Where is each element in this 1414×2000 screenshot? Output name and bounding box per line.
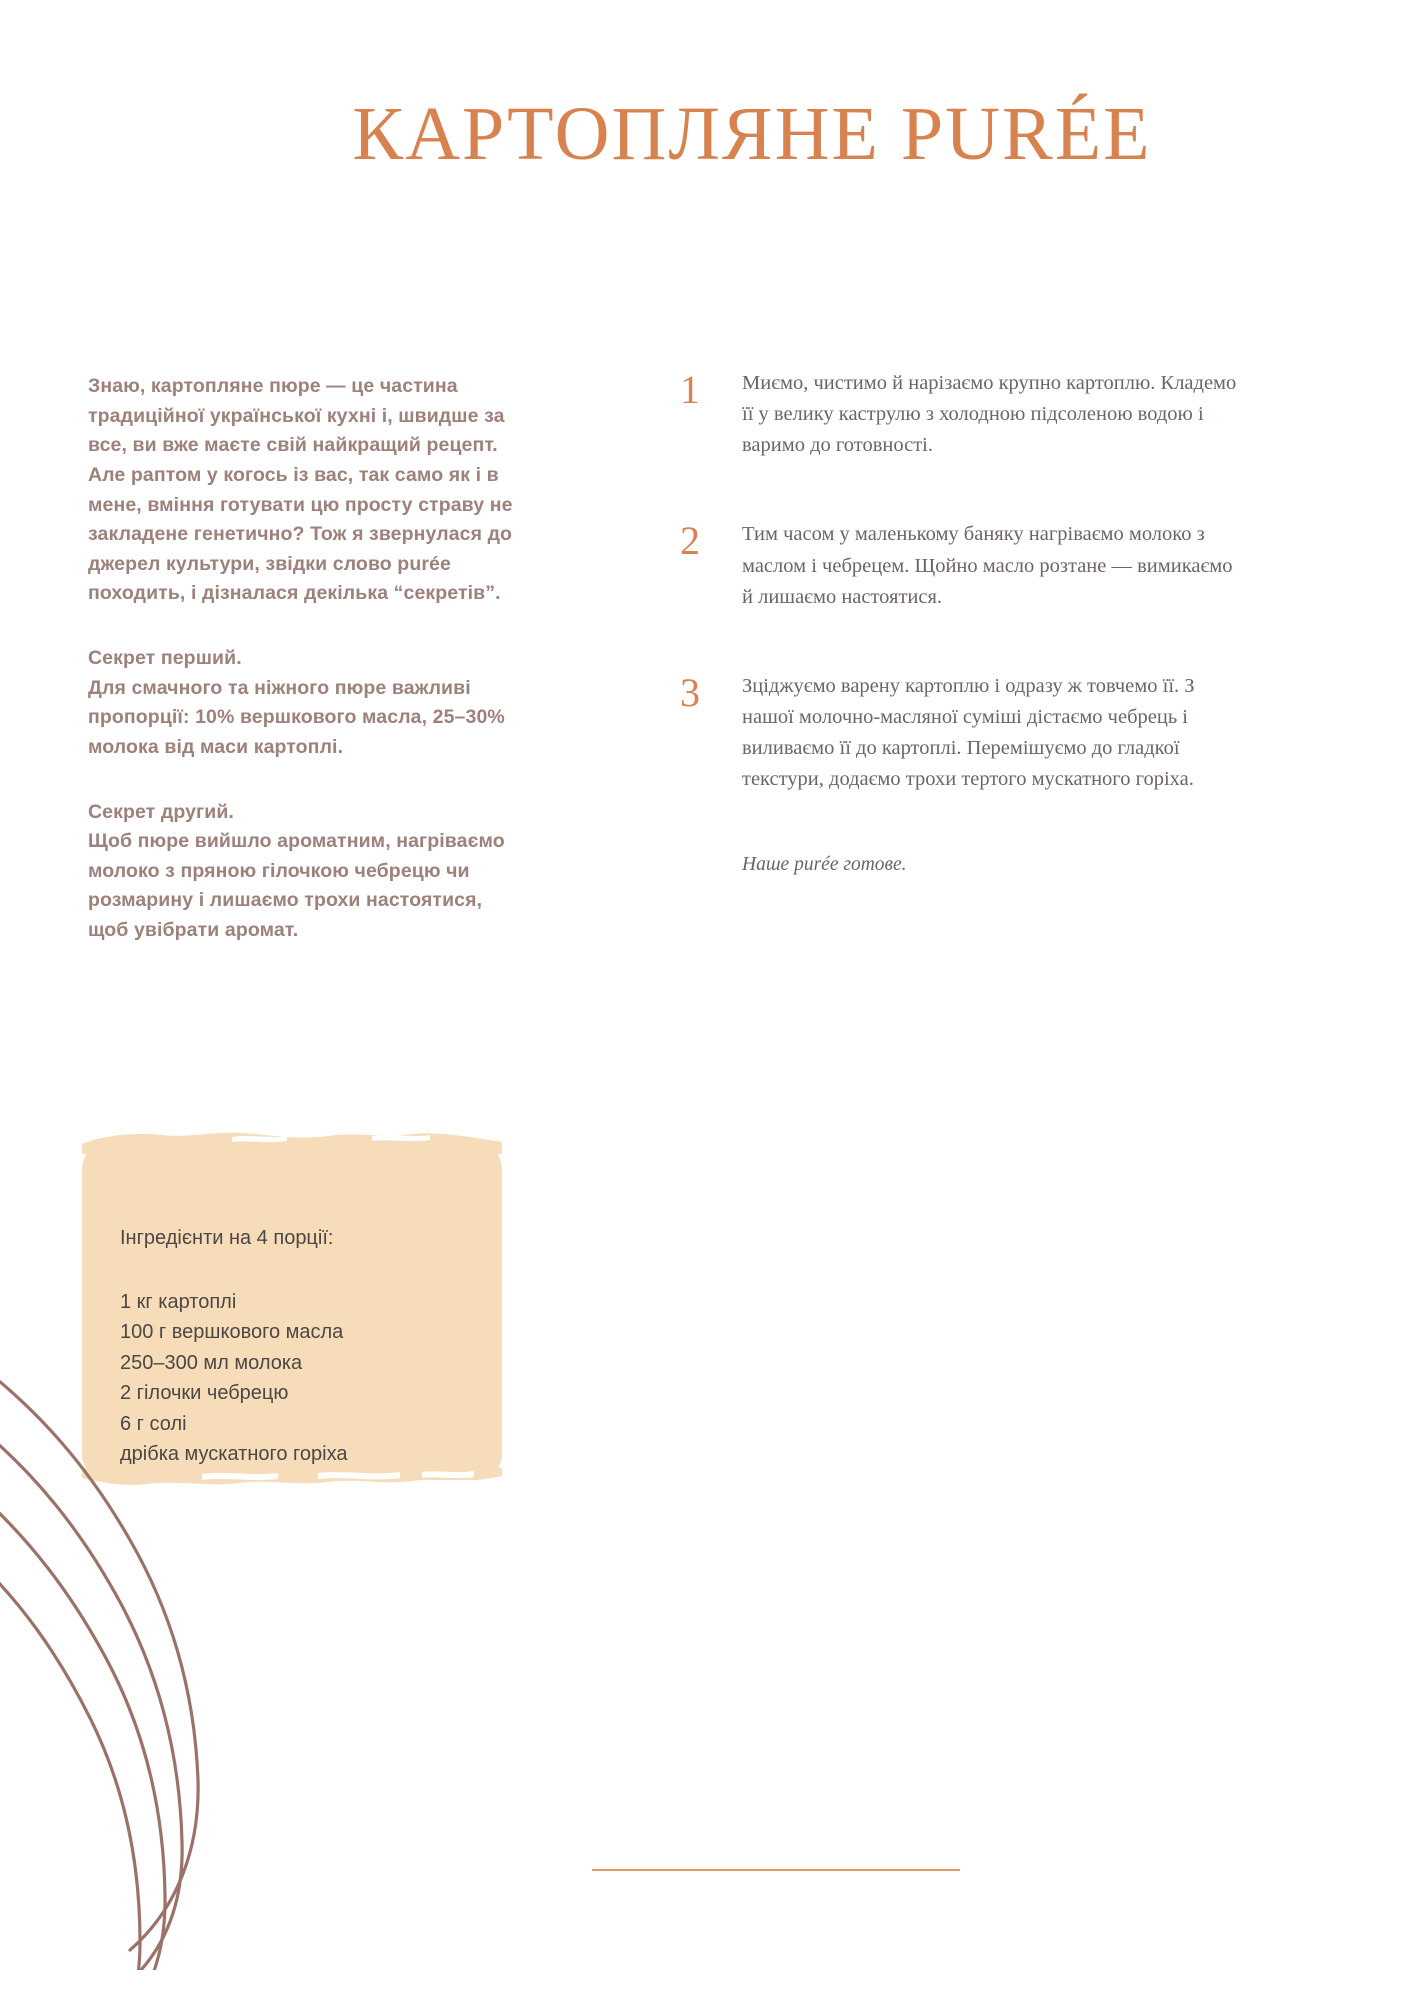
step-text: Миємо, чистимо й нарізаємо крупно картоплю. Кладемо її у велику каструлю з холодною підсоленою водою і варимо до готовності.	[742, 372, 1237, 457]
footer-divider	[592, 1869, 960, 1871]
step-text: Зціджуємо варену картоплю і одразу ж товчемо її. З нашої молочно-масляної суміші дістаємо чебрець і виливаємо її до картоплі. Перемішуємо до гладкої текстури, додаємо трохи тертого мускатного горіха.	[742, 674, 1195, 791]
secret-1-body: Для смачного та ніжного пюре важливі пропорції: 10% вершкового масла, 25–30% молока від маси картоплі.	[88, 676, 505, 758]
ingredient-item: 2 гілочки чебрецю	[120, 1382, 289, 1405]
step-item	[680, 519, 1240, 612]
secret-1-title: Секрет перший.	[88, 647, 242, 669]
ingredients-list	[120, 1287, 470, 1469]
ingredients-heading: Інгредієнти на 4 порції:	[120, 1227, 334, 1249]
step-number: 1	[680, 367, 700, 412]
page-title-container	[0, 92, 1414, 176]
left-column	[88, 372, 518, 946]
ingredients-box	[82, 1140, 502, 1480]
brush-edge-top-decoration	[82, 1128, 502, 1154]
step-item	[680, 368, 1240, 461]
ingredient-item: 250–300 мл молока	[120, 1351, 303, 1374]
page-title: КАРТОПЛЯНЕ PURÉE	[352, 92, 1152, 176]
secret-2-title: Секрет другий.	[88, 800, 234, 823]
steps-column	[680, 368, 1240, 876]
step-number: 2	[680, 518, 700, 564]
intro-paragraph: Знаю, картопляне пюре — це частина традиційної української кухні і, швидше за все, ви вже маєте свій найкращий рецепт. Але раптом у когось із вас, так само як і в мене, вміння готувати цю просту страву не закладене генетично? Тож я звернулася до джерел культури, звідки слово purée походить, і дізналася декілька “секретів”.	[88, 375, 513, 605]
ingredient-item: 100 г вершкового масла	[120, 1321, 344, 1344]
secret-block-2	[88, 798, 518, 946]
step-text: Тим часом у маленькому баняку нагріваємо молоко з маслом і чебрецем. Щойно масло розтане — вимикаємо й лишаємо настоятися.	[742, 523, 1233, 608]
brush-edge-bottom-decoration	[82, 1468, 502, 1494]
ingredients-content	[120, 1224, 470, 1469]
outro-note: Наше purée готове.	[742, 853, 907, 875]
step-number: 3	[680, 669, 700, 715]
ingredient-item: 6 г солі	[120, 1412, 187, 1435]
ingredient-item: дрібка мускатного горіха	[120, 1442, 348, 1465]
step-item	[680, 671, 1240, 796]
secret-block-1	[88, 644, 518, 763]
ingredient-item: 1 кг картоплі	[120, 1291, 237, 1313]
secret-2-body: Щоб пюре вийшло ароматним, нагріваємо молоко з пряною гілочкою чебрецю чи розмарину і лишаємо трохи настоятися, щоб увібрати аромат.	[88, 830, 505, 941]
